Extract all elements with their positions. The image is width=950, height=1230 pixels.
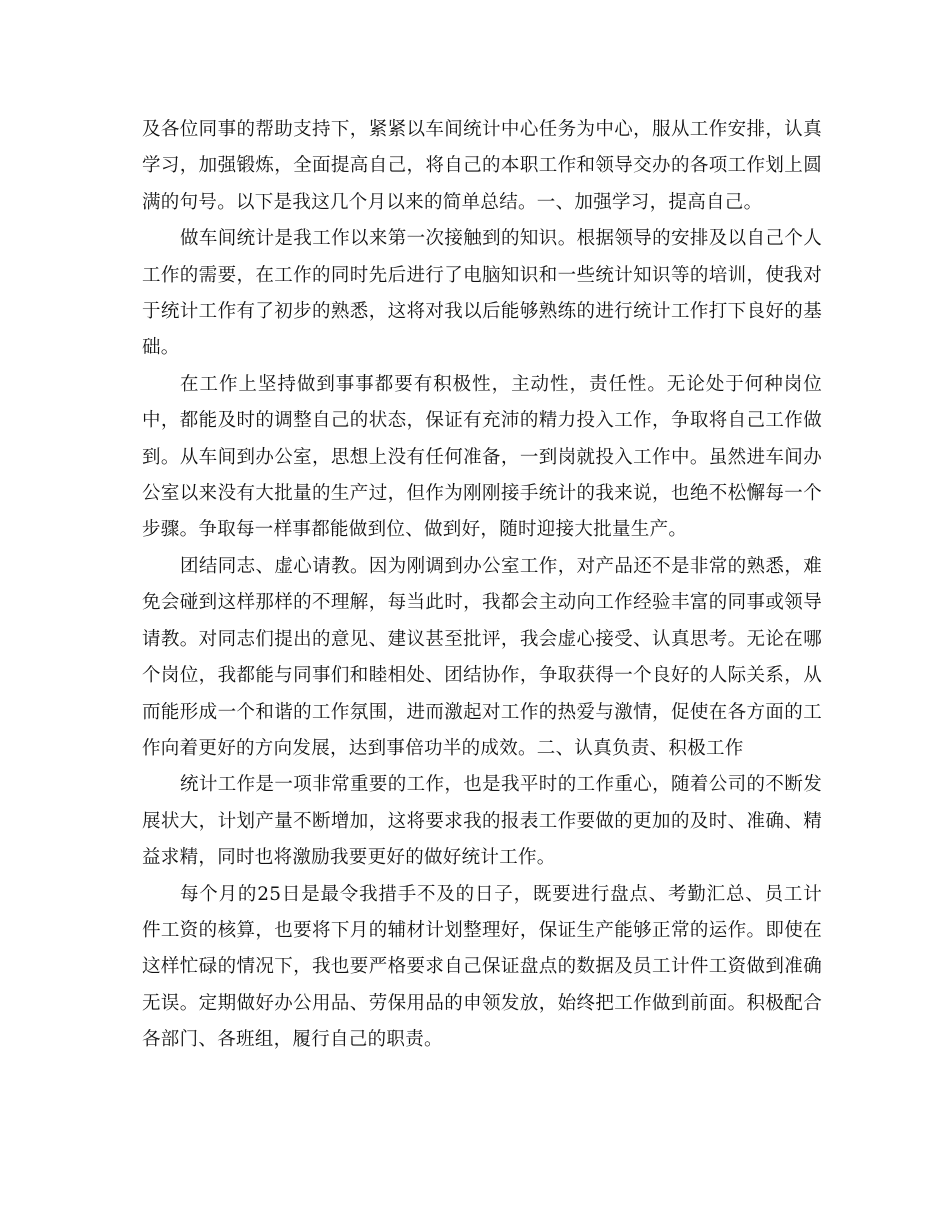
paragraph: 每个月的25日是最令我措手不及的日子，既要进行盘点、考勤汇总、员工计件工资的核算，也要将下月的辅材计划整理好，保证生产能够正常的运作。即使在这样忙碌的情况下，我也要严格要求自己保证盘点的数据及员工计件工资做到准确无误。定期做好办公用品、劳保用品的申领发放，始终把工作做到前面。积极配合各部门、各班组，履行自己的职责。 [142, 883, 822, 1051]
paragraph: 在工作上坚持做到事事都要有积极性，主动性，责任性。无论处于何种岗位中，都能及时的调整自己的状态，保证有充沛的精力投入工作，争取将自己工作做到。从车间到办公室，思想上没有任何准备，一到岗就投入工作中。虽然进车间办公室以来没有大批量的生产过，但作为刚刚接手统计的我来说，也绝不松懈每一个步骤。争取每一样事都能做到位、做到好，随时迎接大批量生产。 [142, 373, 822, 541]
paragraph: 及各位同事的帮助支持下，紧紧以车间统计中心任务为中心，服从工作安排，认真学习，加强锻炼，全面提高自己，将自己的本职工作和领导交办的各项工作划上圆满的句号。以下是我这几个月以来的简单总结。一、加强学习，提高自己。 [142, 119, 822, 213]
paragraph: 统计工作是一项非常重要的工作，也是我平时的工作重心，随着公司的不断发展状大，计划产量不断增加，这将要求我的报表工作要做的更加的及时、准确、精益求精，同时也将激励我要更好的做好统计工作。 [142, 774, 822, 869]
paragraph: 做车间统计是我工作以来第一次接触到的知识。根据领导的安排及以自己个人工作的需要，在工作的同时先后进行了电脑知识和一些统计知识等的培训，使我对于统计工作有了初步的熟悉，这将对我以后能够熟练的进行统计工作打下良好的基础。 [142, 228, 822, 359]
paragraph: 团结同志、虚心请教。因为刚调到办公室工作，对产品还不是非常的熟悉，难免会碰到这样那样的不理解，每当此时，我都会主动向工作经验丰富的同事或领导请教。对同志们提出的意见、建议甚至批评，我会虚心接受、认真思考。无论在哪个岗位，我都能与同事们和睦相处、团结协作，争取获得一个良好的人际关系，从而能形成一个和谐的工作氛围，进而激起对工作的热爱与激情，促使在各方面的工作向着更好的方向发展，达到事倍功半的成效。二、认真负责、积极工作 [142, 555, 822, 759]
document-body [142, 112, 822, 1059]
